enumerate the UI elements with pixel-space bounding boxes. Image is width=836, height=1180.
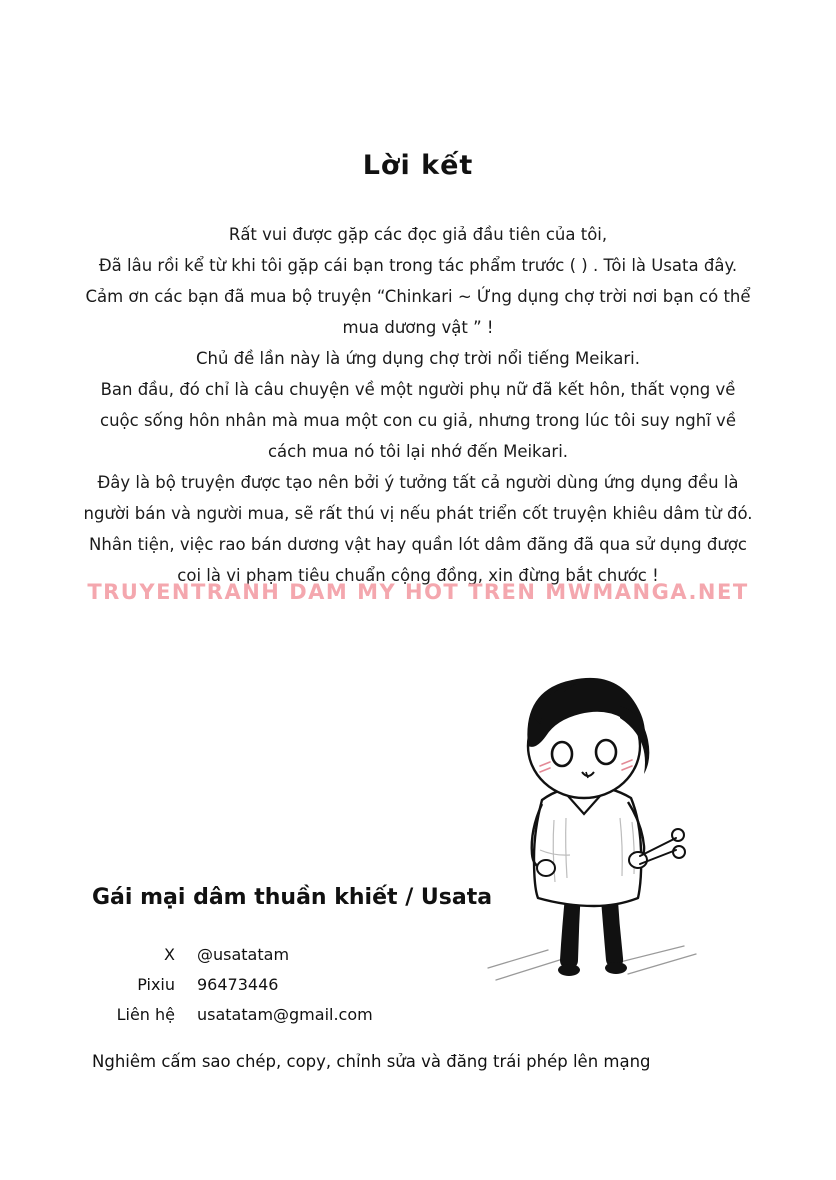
afterword-line: mua dương vật ” ! <box>342 318 494 337</box>
afterword-line: Đã lâu rồi kể từ khi tôi gặp cái bạn trong tác phẩm trước ( ) . Tôi là Usata đây. <box>98 256 738 275</box>
afterword-line: người bán và người mua, sẽ rất thú vị nếu phát triển cốt truyện khiêu dâm từ đó. <box>83 504 753 523</box>
credit-row <box>92 970 522 1000</box>
credit-label: Pixiu <box>137 975 175 994</box>
afterword-title: Lời kết <box>362 150 474 181</box>
afterword-line: coi là vi phạm tiêu chuẩn cộng đồng, xin đừng bắt chước ! <box>177 566 659 585</box>
afterword-line: Ban đầu, đó chỉ là câu chuyện về một người phụ nữ đã kết hôn, thất vọng về <box>100 380 736 399</box>
afterword-line: Chủ đề lần này là ứng dụng chợ trời nổi tiếng Meikari. <box>196 349 640 368</box>
credit-label: Liên hệ <box>116 1005 175 1024</box>
credit-value: 96473446 <box>197 975 279 994</box>
afterword-line: cuộc sống hôn nhân mà mua một con cu giả, nhưng trong lúc tôi suy nghĩ về <box>100 411 736 430</box>
afterword-section <box>0 150 836 591</box>
credit-label: X <box>164 945 175 964</box>
credit-row <box>92 940 522 970</box>
credit-row <box>92 1000 522 1030</box>
credits-section <box>92 885 522 1030</box>
afterword-line: Rất vui được gặp các đọc giả đầu tiên của tôi, <box>228 225 608 244</box>
afterword-line: cách mua nó tôi lại nhớ đến Meikari. <box>267 442 569 461</box>
credit-value: usatatam@gmail.com <box>197 1005 373 1024</box>
credits-list <box>92 940 522 1030</box>
afterword-line: Nhân tiện, việc rao bán dương vật hay quần lót dâm đãng đã qua sử dụng được <box>89 535 747 554</box>
credits-title: Gái mại dâm thuần khiết / Usata <box>92 885 493 910</box>
watermark-text: TRUYENTRANH DAM MY HOT TREN MWMANGA.NET <box>87 580 749 604</box>
afterword-line: Cảm ơn các bạn đã mua bộ truyện “Chinkari ~ Ứng dụng chợ trời nơi bạn có thể <box>85 287 751 306</box>
copyright-notice: Nghiêm cấm sao chép, copy, chỉnh sửa và đăng trái phép lên mạng <box>92 1052 651 1071</box>
afterword-body <box>0 219 836 591</box>
credit-value: @usatatam <box>197 945 290 964</box>
afterword-line: Đây là bộ truyện được tạo nên bởi ý tưởng tất cả người dùng ứng dụng đều là <box>97 473 739 492</box>
